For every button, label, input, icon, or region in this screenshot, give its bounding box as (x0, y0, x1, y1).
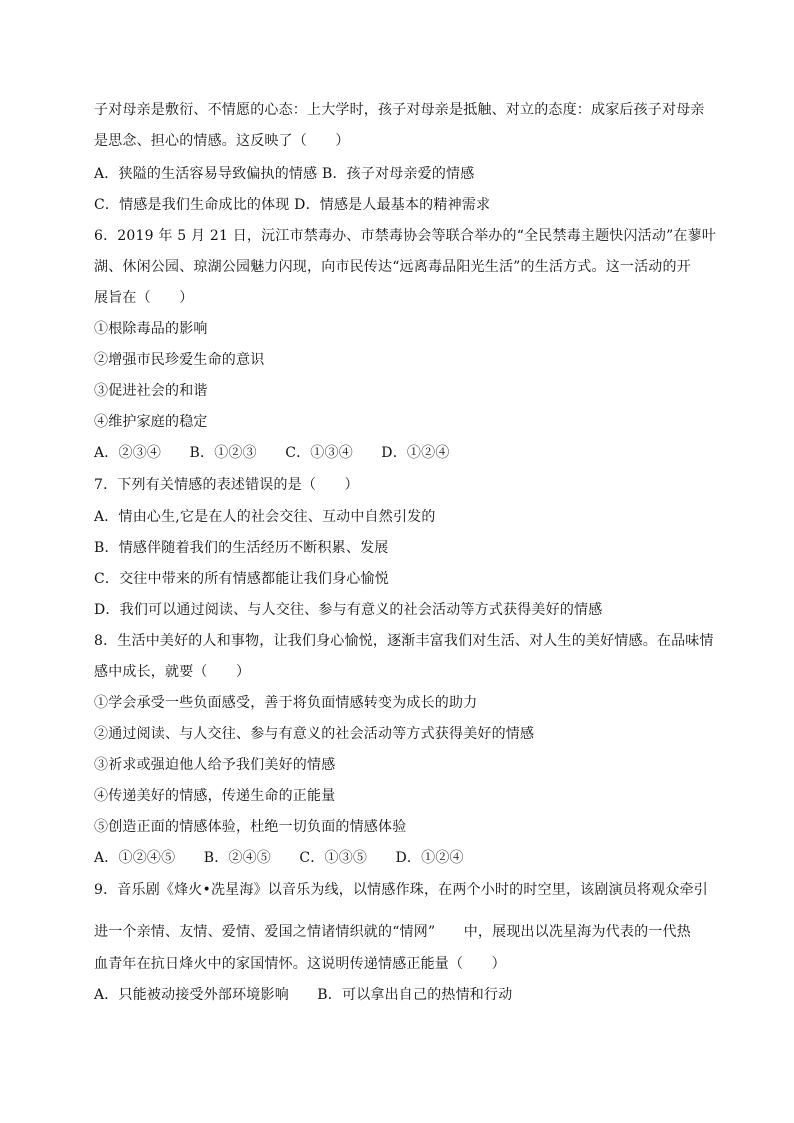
statement-line: ③促进社会的和谐 (94, 383, 208, 399)
option-line: A．狭隘的生活容易导致偏执的情感 B．孩子对母亲爱的情感 (94, 166, 475, 182)
text-line: 血青年在抗日烽火中的家国情怀。这说明传递情感正能量（ ） (94, 956, 506, 972)
text-line: 进一个亲情、友情、爱情、爱国之情诸情织就的“情网” 中，展现出以冼星海为代表的一代热 (94, 924, 691, 940)
statement-line: ④维护家庭的稳定 (94, 414, 208, 430)
text-line: 是思念、担心的情感。这反映了（ ） (94, 133, 350, 149)
option-line: C．情感是我们生命成比的体现 D．情感是人最基本的精神需求 (94, 197, 491, 213)
question-8: 8．生活中美好的人和事物，让我们身心愉悦，逐渐丰富我们对生活、对人生的美好情感。在品味情 (94, 633, 714, 649)
option-line: A．只能被动接受外部环境影响 B．可以拿出自己的热情和行动 (94, 987, 513, 1003)
text-line: 感中成长，就要（ ） (94, 664, 251, 680)
statement-line: ③祈求或强迫他人给予我们美好的情感 (94, 757, 336, 773)
question-7: 7．下列有关情感的表述错误的是（ ） (94, 477, 359, 493)
statement-line: ①根除毒品的影响 (94, 321, 208, 337)
option-line: A．②③④ B．①②③ C．①③④ D．①②④ (94, 445, 450, 461)
statement-line: ④传递美好的情感，传递生命的正能量 (94, 788, 336, 804)
option-line: C．交往中带来的所有情感都能让我们身心愉悦 (94, 571, 389, 587)
question-9: 9．音乐剧《烽火•冼星海》以音乐为线，以情感作珠，在两个小时的时空里，该剧演员将观众牵引 (94, 882, 708, 898)
statement-line: ①学会承受一些负面感受，善于将负面情感转变为成长的助力 (94, 695, 478, 711)
text-line: 湖、休闲公园、琼湖公园魅力闪现，向市民传达“远离毒品阳光生活”的生活方式。这一活动的开 (94, 259, 691, 275)
option-line: A．①②④⑤ B．②④⑤ C．①③⑤ D．①②④ (94, 850, 464, 866)
statement-line: ⑤创造正面的情感体验，杜绝一切负面的情感体验 (94, 819, 407, 835)
statement-line: ②通过阅读、与人交往、参与有意义的社会活动等方式获得美好的情感 (94, 726, 535, 742)
option-line: A．情由心生,它是在人的社会交往、互动中自然引发的 (94, 509, 436, 525)
text-line: 展旨在（ ） (94, 290, 194, 306)
option-line: B．情感伴随着我们的生活经历不断积累、发展 (94, 540, 389, 556)
option-line: D．我们可以通过阅读、与人交往、参与有意义的社会活动等方式获得美好的情感 (94, 602, 603, 618)
question-6: 6．2019 年 5 月 21 日，沅江市禁毒办、市禁毒协会等联合举办的“全民禁毒主题快闪活动”在蓼叶 (94, 228, 717, 244)
statement-line: ②增强市民珍爱生命的意识 (94, 352, 265, 368)
text-line: 子对母亲是敷衍、不情愿的心态：上大学时，孩子对母亲是抵触、对立的态度：成家后孩子对母亲 (94, 102, 705, 118)
